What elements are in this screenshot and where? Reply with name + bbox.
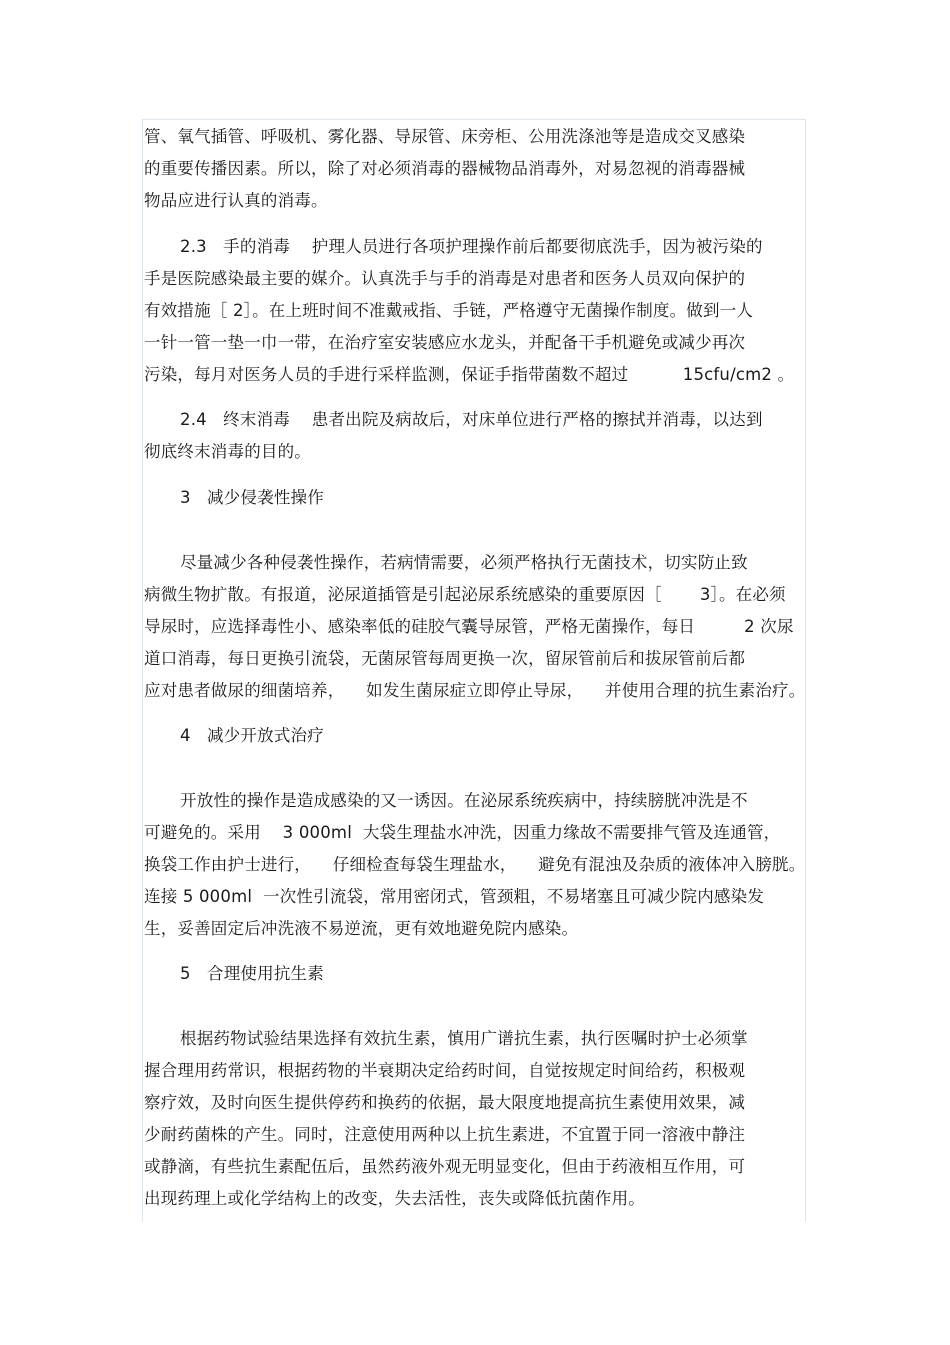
text-line: 尽量减少各种侵袭性操作，若病情需要，必须严格执行无菌技术，切实防止致 [180,553,748,572]
section-2-3-line: 2.3 手的消毒 护理人员进行各项护理操作前后都要彻底洗手，因为被污染的 [180,237,763,256]
text-line: 病微生物扩散。有报道，泌尿道插管是引起泌尿系统感染的重要原因［ 3］。在必须 [144,585,786,604]
text-line: 应对患者做尿的细菌培养， 如发生菌尿症立即停止导尿， 并使用合理的抗生素治疗。 [144,681,806,700]
text-line: 物品应进行认真的消毒。 [144,191,328,210]
text-line: 导尿时，应选择毒性小、感染率低的硅胶气囊导尿管，严格无菌操作，每日 2 次尿 [144,617,794,636]
section-3-heading: 3 减少侵袭性操作 [180,488,324,507]
text-line: 彻底终末消毒的目的。 [144,442,311,461]
text-line: 污染，每月对医务人员的手进行采样监测，保证手指带菌数不超过 15cfu/cm2 。 [144,365,795,384]
text-line: 开放性的操作是造成感染的又一诱因。在泌尿系统疾病中，持续膀胱冲洗是不 [180,791,748,810]
text-line: 或静滴，有些抗生素配伍后，虽然药液外观无明显变化，但由于药液相互作用，可 [144,1157,746,1176]
text-line: 出现药理上或化学结构上的改变，失去活性，丧失或降低抗菌作用。 [144,1189,645,1208]
text-line: 可避免的。采用 3 000ml 大袋生理盐水冲洗，因重力缘故不需要排气管及连通管， [144,823,781,842]
text-line: 少耐药菌株的产生。同时，注意使用两种以上抗生素进，不宜置于同一溶液中静注 [144,1125,746,1144]
text-line: 根据药物试验结果选择有效抗生素，慎用广谱抗生素，执行医嘱时护士必须掌 [180,1029,748,1048]
text-line: 察疗效，及时向医生提供停药和换药的依据，最大限度地提高抗生素使用效果，减 [144,1093,746,1112]
section-2-4-line: 2.4 终末消毒 患者出院及病故后，对床单位进行严格的擦拭并消毒，以达到 [180,410,763,429]
text-line: 生，妥善固定后冲洗液不易逆流，更有效地避免院内感染。 [144,919,579,938]
section-5-heading: 5 合理使用抗生素 [180,964,324,983]
text-line: 有效措施［ 2］。在上班时间不准戴戒指、手链，严格遵守无菌操作制度。做到一人 [144,301,754,320]
text-line: 一针一管一垫一巾一带，在治疗室安装感应水龙头，并配备干手机避免或减少再次 [144,333,746,352]
text-line: 手是医院感染最主要的媒介。认真洗手与手的消毒是对患者和医务人员双向保护的 [144,269,746,288]
section-4-heading: 4 减少开放式治疗 [180,726,324,745]
text-line: 握合理用药常识，根据药物的半衰期决定给药时间，自觉按规定时间给药，积极观 [144,1061,746,1080]
text-line: 道口消毒，每日更换引流袋，无菌尿管每周更换一次，留尿管前后和拔尿管前后都 [144,649,746,668]
text-line: 管、氧气插管、呼吸机、雾化器、导尿管、床旁柜、公用洗涤池等是造成交叉感染 [144,127,746,146]
text-line: 换袋工作由护士进行， 仔细检查每袋生理盐水， 避免有混浊及杂质的液体冲入膀胱。 [144,855,806,874]
text-line: 的重要传播因素。所以，除了对必须消毒的器械物品消毒外，对易忽视的消毒器械 [144,159,746,178]
text-line: 连接 5 000ml 一次性引流袋，常用密闭式，管颈粗，不易堵塞且可减少院内感染发 [144,887,765,906]
